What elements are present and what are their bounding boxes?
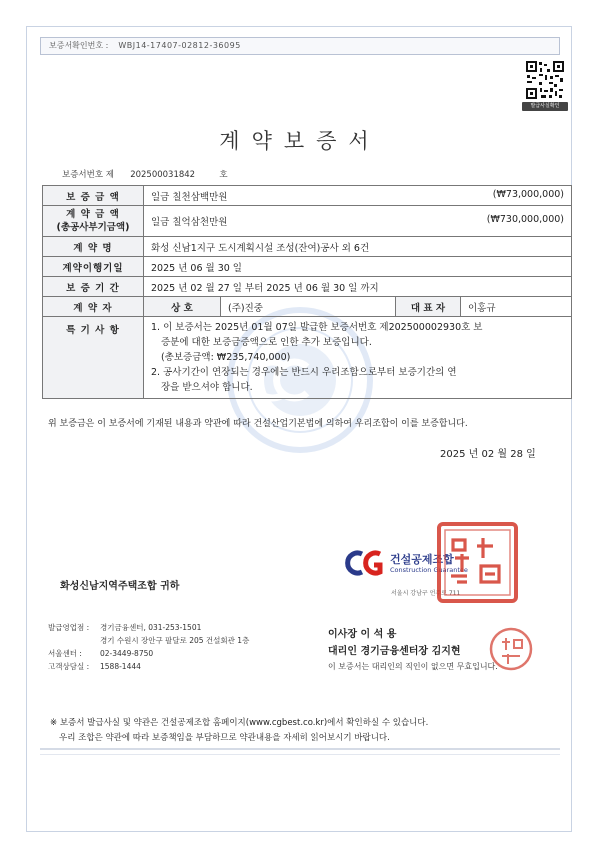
issuer-name-english: Construction Guarantee	[390, 566, 468, 574]
perform-date-value: 2025 년 06 월 30 일	[144, 257, 572, 277]
cert-number: 202500031842	[130, 170, 196, 180]
divider	[40, 748, 560, 750]
contract-text: 일금 칠억삼천만원	[151, 217, 228, 228]
table-row	[43, 277, 572, 297]
company-seal-stamp-icon	[435, 520, 520, 605]
fax-value: 02-3449-8750	[100, 649, 154, 658]
amount-label: 보 증 금 액	[43, 186, 144, 206]
special-label: 특 기 사 항	[43, 317, 144, 399]
contract-name-label: 계 약 명	[43, 237, 144, 257]
contact-info	[48, 621, 249, 673]
certificate-number	[62, 168, 228, 180]
issuer-address: 서울시 강남구 언주로 711	[391, 590, 461, 597]
contract-table	[42, 185, 572, 399]
table-row	[43, 317, 572, 399]
special-line: 장을 받으셔야 합니다.	[161, 382, 253, 393]
guarantee-statement: 위 보증금은 이 보증서에 기재된 내용과 약관에 따라 건설산업기본법에 의하여 우리조합이 이를 보증합니다.	[48, 419, 468, 429]
fax-row	[48, 647, 249, 660]
footer-line: 우리 조합은 약관에 따라 보증책임을 부담하므로 약관내용을 자세히 읽어보시기 바랍니다.	[59, 733, 390, 743]
table-row	[43, 297, 572, 317]
perform-date-label: 계약이행기일	[43, 257, 144, 277]
footer-line: ※ 보증서 발급사실 및 약관은 건설공제조합 홈페이지(www.cgbest.co.kr)에서 확인하실 수 있습니다.	[50, 718, 429, 728]
qr-code-icon[interactable]	[525, 60, 565, 100]
agent-note: 이 보증서는 대리인의 직인이 없으면 무효입니다.	[328, 662, 498, 671]
table-row	[43, 237, 572, 257]
company-label: 상 호	[144, 297, 221, 317]
special-line: 2. 공사기간이 연장되는 경우에는 반드시 우리조합으로부터 보증기간의 연	[151, 367, 457, 378]
special-line: (총보증금액: ₩235,740,000)	[161, 352, 291, 363]
president-name: 이사장 이 석 용	[328, 629, 397, 640]
cert-label: 보증서번호 제	[62, 170, 114, 180]
office-value: 경기금융센터, 031-253-1501	[100, 623, 202, 632]
verify-label: 보증서확인번호 :	[49, 41, 109, 50]
office-label: 발급영업점 :	[48, 623, 90, 632]
amount-number: (₩73,000,000)	[492, 188, 564, 200]
table-row	[43, 206, 572, 237]
office-address-row	[48, 634, 249, 647]
special-line: 1. 이 보증서는 2025년 01월 07일 발급한 보증서번호 제202500002930호 보	[151, 322, 483, 333]
table-row	[43, 186, 572, 206]
contract-label-line1: 계 약 금 액	[66, 209, 120, 220]
table-row	[43, 257, 572, 277]
agent-seal-stamp-icon	[488, 626, 534, 672]
fax-label: 서울센터 :	[48, 649, 82, 658]
company-value: (주)진중	[221, 297, 396, 317]
document-title: 계약보증서	[219, 129, 381, 153]
office-row	[48, 621, 249, 634]
contract-number: (₩730,000,000)	[486, 214, 564, 225]
cert-suffix: 호	[219, 170, 228, 180]
support-row	[48, 660, 249, 673]
verification-bar	[40, 37, 560, 55]
contract-amount-cell	[144, 206, 572, 237]
period-label: 보 증 기 간	[43, 277, 144, 297]
amount-cell	[144, 186, 572, 206]
qr-caption: 발급사실확인	[522, 102, 568, 111]
issuer-name: 건설공제조합	[390, 553, 454, 566]
period-value: 2025 년 02 월 27 일 부터 2025 년 06 월 30 일 까지	[144, 277, 572, 297]
office-address: 경기 수원시 장안구 팔달로 205 건설회관 1층	[100, 636, 250, 645]
agent-name: 대리인 경기금융센터장 김지현	[328, 646, 461, 657]
divider	[40, 754, 560, 755]
verify-code: WBJ14-17407-02812-36095	[118, 41, 241, 50]
addressee: 화성신남지역주택조합 귀하	[60, 581, 180, 592]
special-line: 증분에 대한 보증금증액으로 인한 추가 보증입니다.	[161, 337, 372, 348]
contract-label-line2: (총공사부기금액)	[56, 222, 130, 233]
contract-amount-label	[43, 206, 144, 237]
issue-date: 2025 년 02 월 28 일	[440, 449, 536, 460]
footer-notice	[50, 716, 560, 746]
support-value: 1588-1444	[100, 662, 141, 671]
party-label: 계 약 자	[43, 297, 144, 317]
rep-value: 이홍규	[461, 297, 572, 317]
special-notes	[144, 317, 572, 399]
rep-label: 대 표 자	[396, 297, 461, 317]
amount-text: 일금 칠천삼백만원	[151, 191, 228, 203]
contract-name-value: 화성 신남1지구 도시계획시설 조성(잔여)공사 외 6건	[144, 237, 572, 257]
cg-logo-icon	[340, 550, 384, 576]
support-label: 고객상담실 :	[48, 662, 90, 671]
